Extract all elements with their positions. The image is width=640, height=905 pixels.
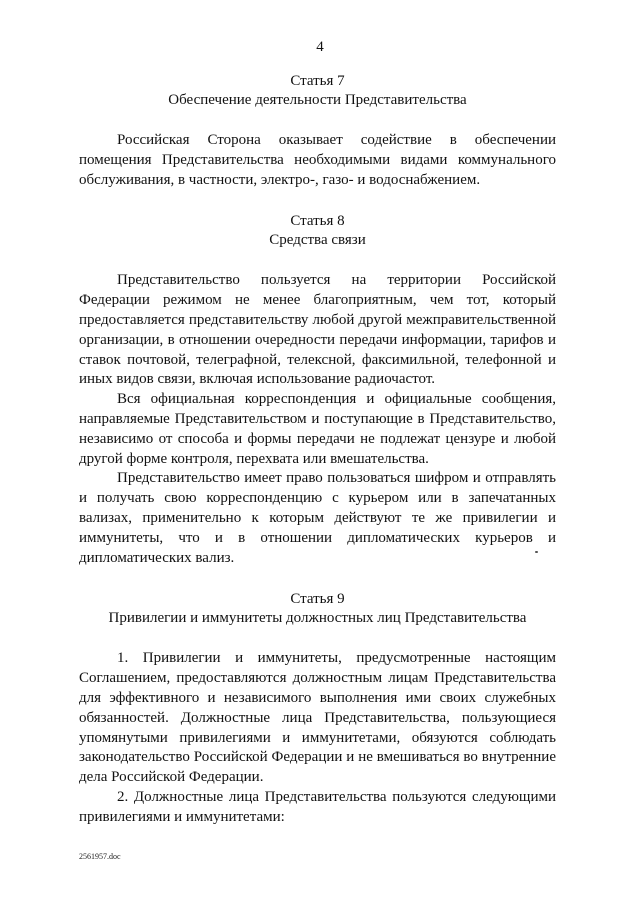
page-number: 4 — [316, 39, 324, 55]
paragraph: 2. Должностные лица Представительства пользуются следующими привилегиями и иммунитетами: — [79, 788, 556, 825]
paragraph: Представительство имеет право пользоваться шифром и отправлять и получать свою корреспонденцию с курьером или в запечатанных вализах, применительно к которым действуют те же привилегии и иммунитеты, что и в отношении дипломатических курьеров и дипломатических вализ. — [79, 470, 556, 566]
paragraph: 1. Привилегии и иммунитеты, предусмотренные настоящим Соглашением, предоставляются должностным лицам Представительства для эффективного и независимого выполнения ими своих служебных обязанностей. Должностные лица Представительства, пользующиеся упомянутыми привилегиями и иммунитетами, обязуются соблюдать законодательство Российской Федерации и не вмешиваться во внутренние дела Российской Федерации. — [79, 650, 556, 786]
article-8 — [79, 212, 556, 568]
article-title: Средства связи — [269, 232, 366, 249]
paragraph: Вся официальная корреспонденция и официальные сообщения, направляемые Представительством и поступающие в Представительство, независимо от способа и формы передачи не подлежат цензуре и любой другой форме контроля, перехвата или вмешательства. — [79, 391, 556, 467]
footer-filename: 2561957.doc — [79, 852, 121, 861]
article-title: Обеспечение деятельности Представительства — [168, 92, 467, 108]
article-9 — [79, 590, 556, 827]
article-number: Статья 9 — [290, 591, 345, 608]
article-number: Статья 8 — [290, 213, 345, 230]
paragraph: Представительство пользуется на территории Российской Федерации режимом не менее благоприятным, чем тот, который предоставляется представительству любой другой межправительственной организации, в отношении очередности передачи информации, тарифов и ставок почтовой, телеграфной, телексной, факсимильной, телефонной и иных видов связи, включая использование радиочастот. — [79, 272, 556, 388]
article-title: Привилегии и иммунитеты должностных лиц Представительства — [108, 610, 527, 627]
article-number: Статья 7 — [290, 73, 345, 89]
article-7 — [79, 72, 556, 190]
scan-speck — [535, 551, 538, 553]
paragraph: Российская Сторона оказывает содействие в обеспечении помещения Представительства необходимыми видами коммунального обслуживания, в частности, электро-, газо- и водоснабжением. — [79, 132, 556, 188]
document-body — [79, 72, 556, 828]
